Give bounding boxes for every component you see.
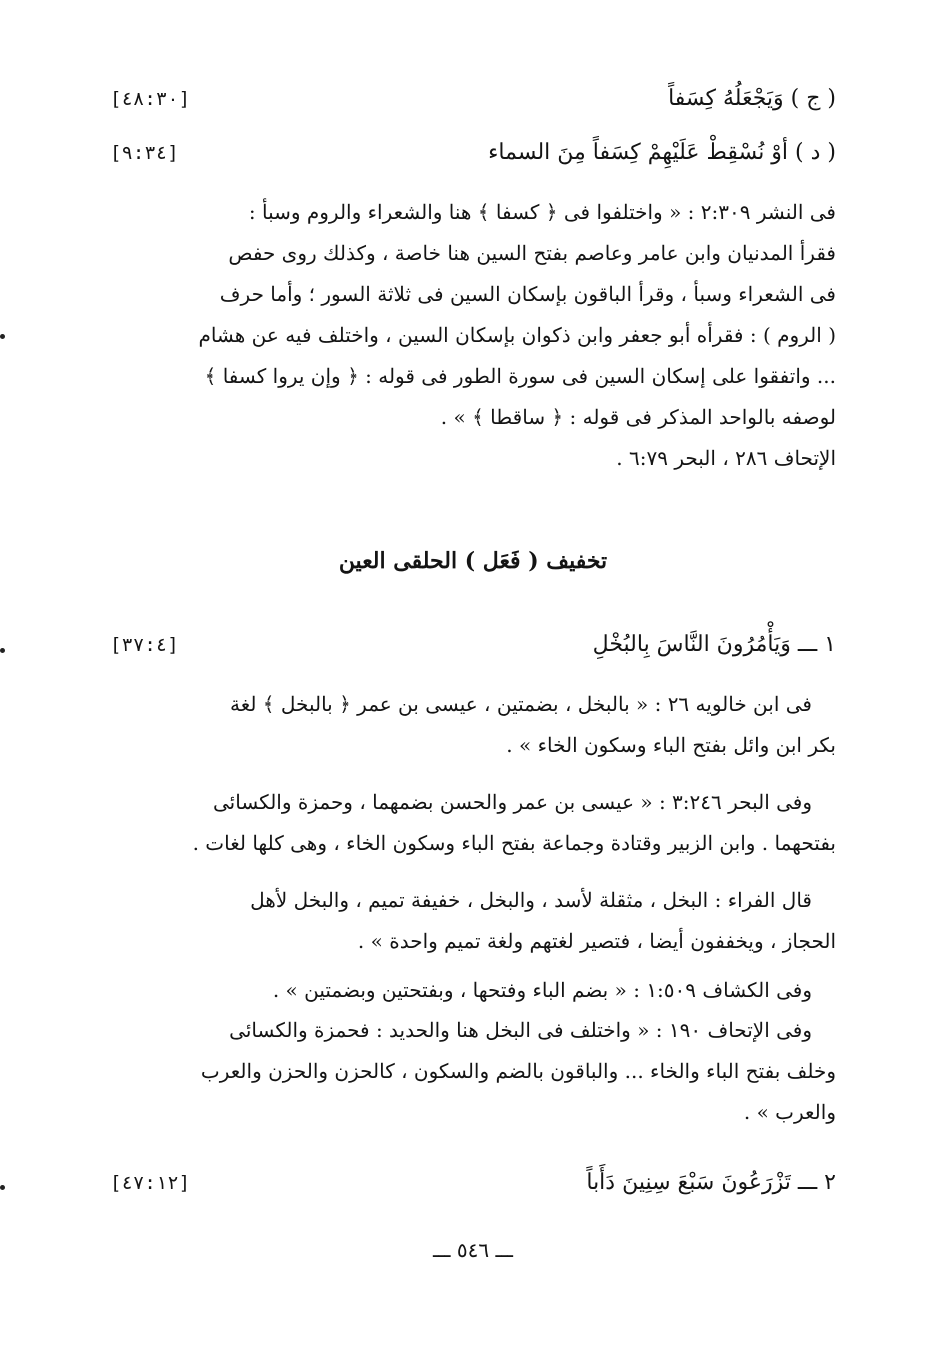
scan-speck: [0, 648, 5, 653]
commentary-paragraph-kashshaf: [110, 970, 836, 1011]
section-heading: تخفيف ( فَعَل ) الحلقى العين: [338, 548, 608, 574]
verse-reference: [٩:٣٤]: [110, 142, 179, 164]
text-line: الحجاز ، ويخففون أيضا ، فتصير لغتهم ولغة تميم واحدة » .: [357, 929, 836, 953]
text-line: بكر ابن وائل بفتح الباء وسكون الخاء » .: [506, 733, 836, 757]
text-line: وفى البحر ٣:٢٤٦ : « عيسى بن عمر والحسن بضمهما ، وحمزة والكسائى: [212, 790, 812, 814]
text-line: ... واتفقوا على إسكان السين فى سورة الطور فى قوله : ﴿ وإن يروا كسفا ﴾: [204, 364, 836, 388]
verse-text: ١ ـــ وَيَأْمُرُونَ النَّاسَ بِالبُخْلِ: [592, 632, 836, 657]
verse-reference: [٣٧:٤]: [110, 634, 179, 656]
text-line: لوصفه بالواحد المذكر فى قوله : ﴿ ساقطا ﴾ » .: [440, 405, 836, 429]
commentary-paragraph-bahr: [110, 782, 836, 864]
verse-reference: [٤٨:٣٠]: [110, 88, 191, 110]
text-line: وخلف بفتح الباء والخاء ... والباقون بالضم والسكون ، كالحزن والحزن والعرب: [200, 1059, 836, 1083]
scan-speck: [0, 1185, 5, 1190]
commentary-paragraph-farra: [110, 880, 836, 962]
text-line: الإتحاف ٢٨٦ ، البحر ٦:٧٩ .: [616, 446, 836, 470]
text-line: قال الفراء : البخل ، مثقلة لأسد ، والبخل ، خفيفة تميم ، والبخل لأهل: [250, 888, 812, 912]
commentary-paragraph-khalawayh: [110, 684, 836, 766]
text-line: بفتحهما . وابن الزبير وقتادة وجماعة بفتح الباء وسكون الخاء ، وهى كلها لغات .: [192, 831, 836, 855]
verse-row-d: [110, 140, 836, 165]
verse-text: ( د ) أوْ نُسْقِطْ عَلَيْهِمْ كِسَفاً مِنَ السماء: [488, 140, 836, 165]
scan-speck: [0, 334, 5, 339]
text-line: فقرأ المدنيان وابن عامر وعاصم بفتح السين هنا خاصة ، وكذلك روى حفص: [228, 241, 836, 265]
verse-row-1: [110, 632, 836, 657]
text-line: فى النشر ٢:٣٠٩ : « واختلفوا فى ﴿ كسفا ﴾ هنا والشعراء والروم وسبأ :: [248, 200, 836, 224]
text-line: ( الروم ) : فقرأه أبو جعفر وابن ذكوان بإسكان السين ، واختلف فيه عن هشام: [198, 323, 836, 347]
commentary-paragraph-nashr: [110, 192, 836, 479]
verse-row-2: [110, 1170, 836, 1195]
text-line: فى الشعراء وسبأ ، وقرأ الباقون بإسكان السين فى ثلاثة السور ؛ وأما حرف: [219, 282, 836, 306]
text-line: فى ابن خالويه ٢٦ : « بالبخل ، بضمتين ، عيسى بن عمر ﴿ بالبخل ﴾ لغة: [229, 692, 812, 716]
verse-reference: [٤٧:١٢]: [110, 1172, 191, 1194]
text-line: وفى الكشاف ١:٥٠٩ : « بضم الباء وفتحها ، وبفتحتين وبضمتين » .: [272, 978, 812, 1002]
verse-row-j: [110, 86, 836, 111]
verse-text: ٢ ـــ تَزْرَعُونَ سَبْعَ سِنِينَ دَأَباً: [586, 1170, 836, 1195]
page-number: ـــ ٥٤٦ ـــ: [432, 1238, 514, 1262]
commentary-paragraph-ithaf: [110, 1010, 836, 1133]
text-line: والعرب » .: [743, 1100, 836, 1124]
text-line: وفى الإتحاف ١٩٠ : « واختلف فى البخل هنا والحديد : فحمزة والكسائى: [229, 1018, 812, 1042]
verse-text: ( ج ) وَيَجْعَلُهُ كِسَفاً: [668, 86, 836, 111]
